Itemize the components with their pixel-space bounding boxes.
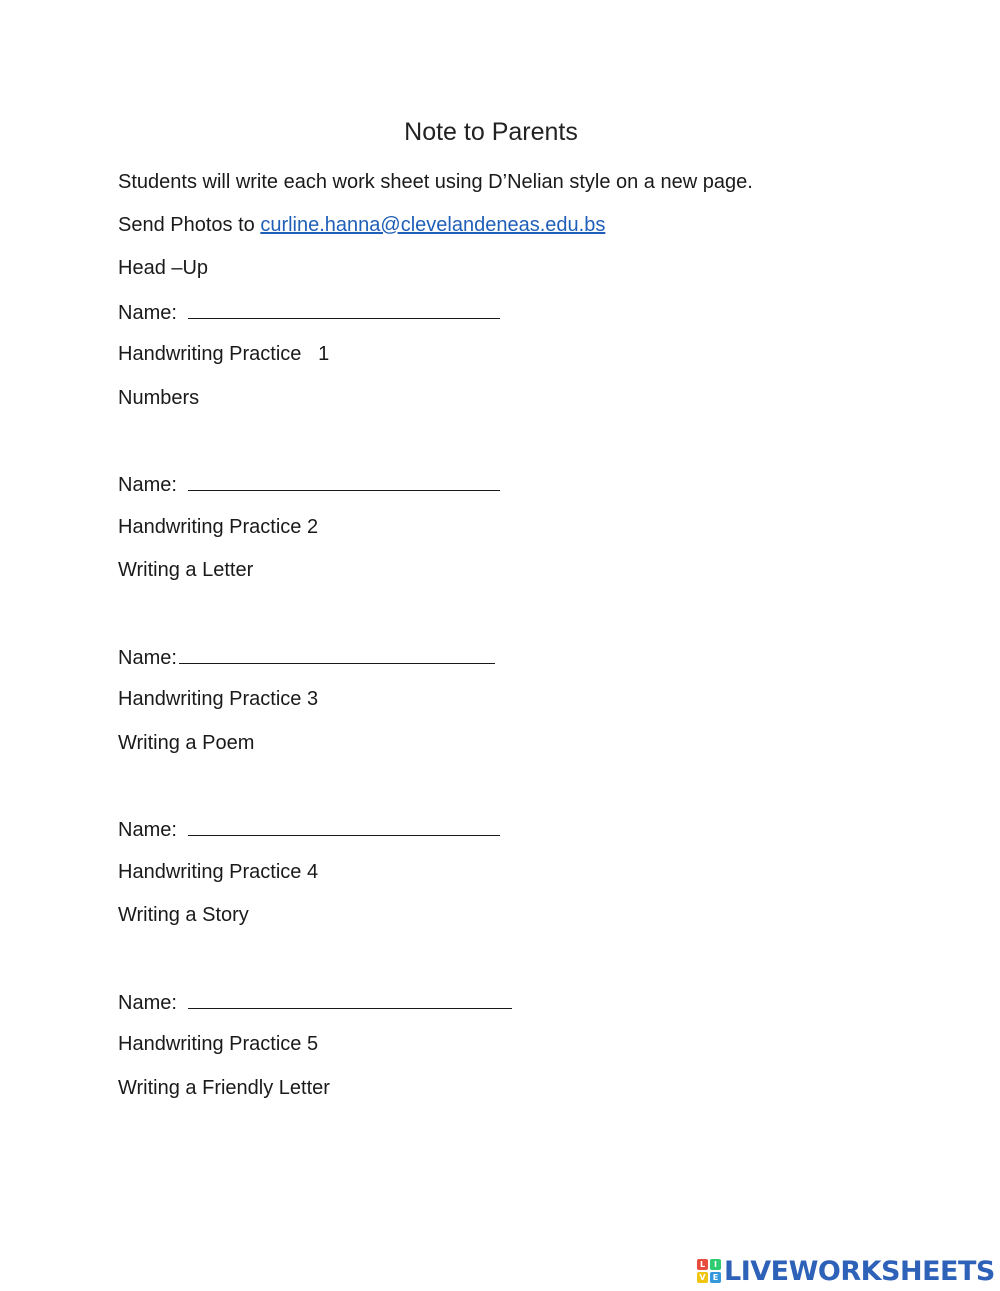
name-label: Name: <box>118 474 183 496</box>
practice-topic-3: Writing a Poem <box>118 732 255 754</box>
practice-title-1: Handwriting Practice 1 <box>118 343 330 365</box>
page-title: Note to Parents <box>404 118 578 146</box>
name-line-5 <box>118 990 512 1015</box>
name-blank-field[interactable] <box>188 472 500 491</box>
intro-text: Students will write each work sheet using D’Nelian style on a new page. <box>118 171 753 193</box>
logo-block-e: E <box>710 1272 721 1283</box>
name-blank-field[interactable] <box>188 817 500 836</box>
send-photos-label: Send Photos to <box>118 214 261 236</box>
name-line-3 <box>118 645 495 670</box>
name-blank-field[interactable] <box>188 300 500 319</box>
name-label: Name: <box>118 819 183 841</box>
practice-title-5: Handwriting Practice 5 <box>118 1033 319 1055</box>
practice-topic-2: Writing a Letter <box>118 559 254 581</box>
practice-title-4: Handwriting Practice 4 <box>118 861 319 883</box>
logo-block-l: L <box>697 1259 708 1270</box>
practice-title-3: Handwriting Practice 3 <box>118 688 319 710</box>
practice-topic-1: Numbers <box>118 387 200 409</box>
practice-topic-4: Writing a Story <box>118 904 249 926</box>
name-line-1 <box>118 300 500 325</box>
name-label: Name: <box>118 647 177 669</box>
logo-blocks-icon <box>697 1259 721 1283</box>
name-blank-field[interactable] <box>188 990 512 1009</box>
name-line-2 <box>118 472 500 497</box>
logo-block-v: V <box>697 1272 708 1283</box>
practice-title-2: Handwriting Practice 2 <box>118 516 319 538</box>
name-line-4 <box>118 817 500 842</box>
name-label: Name: <box>118 302 183 324</box>
logo-wordmark: LIVEWORKSHEETS <box>724 1255 995 1287</box>
send-photos-line <box>118 214 605 237</box>
name-label: Name: <box>118 992 183 1014</box>
head-up-heading: Head –Up <box>118 257 209 279</box>
logo-block-i: I <box>710 1259 721 1270</box>
practice-topic-5: Writing a Friendly Letter <box>118 1077 330 1099</box>
liveworksheets-logo[interactable] <box>697 1256 995 1286</box>
email-link[interactable]: curline.hanna@clevelandeneas.edu.bs <box>260 214 606 236</box>
name-blank-field[interactable] <box>179 645 495 664</box>
